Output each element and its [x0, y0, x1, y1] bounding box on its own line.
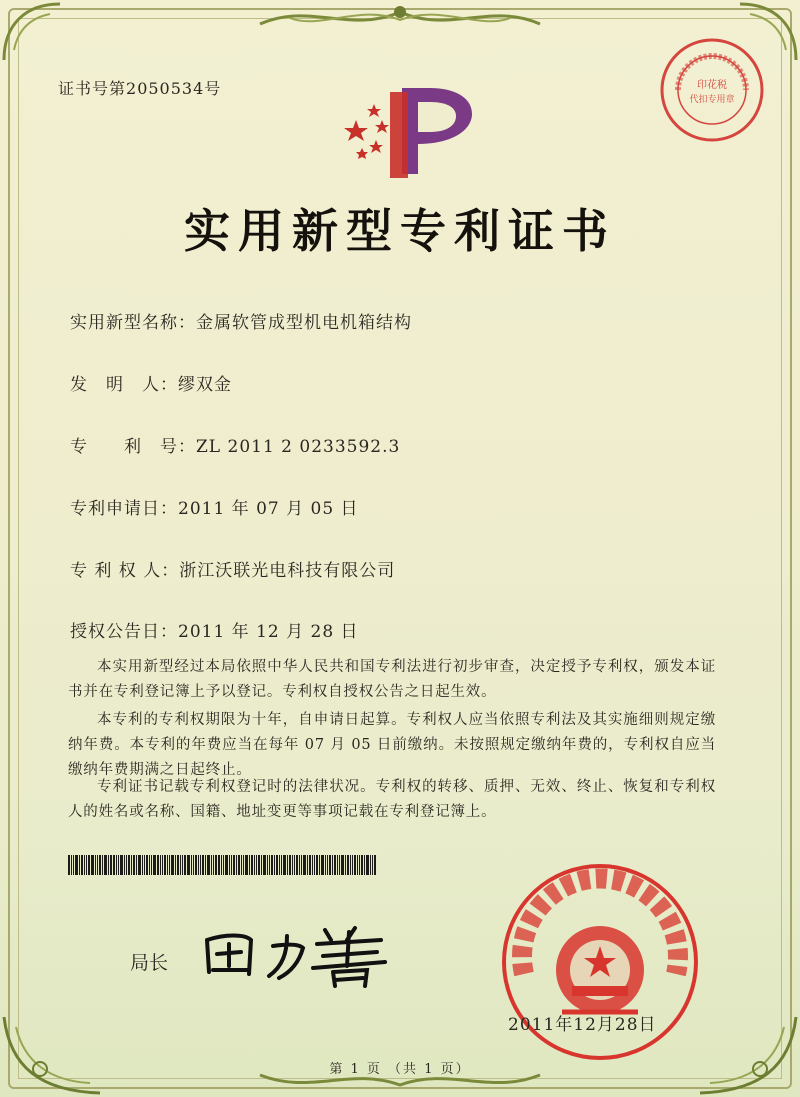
barcode-bar	[274, 855, 275, 875]
barcode-bar	[128, 855, 130, 875]
barcode-bar	[312, 855, 313, 875]
barcode-bar	[327, 855, 328, 875]
barcode-bar	[307, 855, 308, 875]
barcode-bar	[213, 855, 214, 875]
barcode-bar	[221, 855, 222, 875]
barcode-bar	[171, 855, 174, 875]
barcode-bar	[86, 855, 87, 875]
barcode-bar	[215, 855, 217, 875]
field-value: 浙江沃联光电科技有限公司	[179, 561, 396, 581]
barcode-bar	[350, 855, 351, 875]
field-value: 2011 年 07 月 05 日	[178, 499, 359, 519]
barcode-bar	[287, 855, 288, 875]
barcode-bar	[110, 855, 112, 875]
barcode-bar	[99, 855, 101, 875]
certificate-title: 实用新型专利证书	[184, 204, 616, 258]
barcode-bar	[329, 855, 331, 875]
body-paragraph: 本实用新型经过本局依照中华人民共和国专利法进行初步审查，决定授予专利权，颁发本证书并在专利登记簿上予以登记。专利权自授权公告之日起生效。	[68, 659, 716, 700]
barcode-bar	[283, 855, 286, 875]
body-paragraph: 本专利的专利权期限为十年，自申请日起算。专利权人应当依照专利法及其实施细则规定缴纳年费。本专利的年费应当在每年 07 月 05 日前缴纳。未按照规定缴纳年费的，专利权自应当缴纳年费期满之日起终止。	[68, 712, 716, 778]
barcode-bar	[160, 855, 161, 875]
barcode-bar	[88, 855, 90, 875]
barcode-bar	[261, 855, 262, 875]
barcode-bar	[153, 855, 156, 875]
barcode-bar	[73, 855, 74, 875]
body-paragraph: 专利证书记载专利权登记时的法律状况。专利权的转移、质押、无效、终止、恢复和专利权人的姓名或名称、国籍、地址变更等事项记载在专利登记簿上。	[68, 779, 716, 820]
barcode-bar	[303, 855, 306, 875]
barcode-bar	[296, 855, 298, 875]
barcode-bar	[339, 855, 340, 875]
barcode-bar	[68, 855, 70, 875]
barcode-bar	[104, 855, 107, 875]
issue-date: 2011年12月28日	[508, 1015, 657, 1035]
barcode-bar	[361, 855, 363, 875]
barcode-bar	[113, 855, 115, 875]
barcode-bar	[294, 855, 295, 875]
barcode-bar	[131, 855, 132, 875]
field-value: 2011 年 12 月 28 日	[178, 622, 359, 642]
barcode-bar	[271, 855, 273, 875]
barcode-bar	[191, 855, 192, 875]
barcode-bar	[177, 855, 179, 875]
field-value: 缪双金	[178, 375, 232, 395]
barcode-bar	[218, 855, 220, 875]
barcode-bar	[314, 855, 315, 875]
barcode-bar	[357, 855, 358, 875]
barcode-bar	[374, 855, 376, 875]
barcode-bar	[225, 855, 228, 875]
barcode-bar	[325, 855, 326, 875]
director-signature-icon	[195, 910, 395, 990]
barcode-bar	[372, 855, 373, 875]
barcode-bar	[116, 855, 117, 875]
barcode-bar	[334, 855, 336, 875]
barcode-bar	[102, 855, 103, 875]
barcode-bar	[359, 855, 360, 875]
barcode-bar	[149, 855, 150, 875]
field-application-date	[70, 494, 359, 519]
barcode-bar	[175, 855, 176, 875]
barcode-bar	[157, 855, 159, 875]
barcode-bar	[238, 855, 240, 875]
barcode-bar	[276, 855, 278, 875]
barcode-bar	[202, 855, 204, 875]
top-ornament-icon	[250, 0, 550, 36]
barcode-bar	[243, 855, 244, 875]
barcode-bar	[345, 855, 346, 875]
field-label: 专利申请日：	[70, 499, 178, 519]
barcode-bar	[258, 855, 260, 875]
barcode-bar	[169, 855, 170, 875]
barcode-bar	[79, 855, 80, 875]
barcode-bar	[319, 855, 320, 875]
barcode-bar	[229, 855, 230, 875]
field-label: 授权公告日：	[70, 622, 178, 642]
barcode-bar	[299, 855, 300, 875]
stamp-duty-seal-icon	[658, 36, 766, 144]
barcode-bar	[332, 855, 333, 875]
barcode-bar	[211, 855, 212, 875]
patent-office-logo-icon	[330, 84, 475, 179]
barcode-bar	[279, 855, 280, 875]
barcode-bar	[126, 855, 127, 875]
barcode-bar	[164, 855, 166, 875]
corner-ornament-icon	[0, 0, 70, 70]
barcode-bar	[245, 855, 248, 875]
barcode-bar	[81, 855, 83, 875]
barcode	[68, 855, 478, 875]
field-utility-model-name	[70, 308, 412, 333]
barcode-bar	[182, 855, 183, 875]
field-value: 金属软管成型机电机箱结构	[196, 313, 412, 333]
barcode-bar	[184, 855, 186, 875]
barcode-bar	[95, 855, 96, 875]
barcode-bar	[233, 855, 235, 875]
barcode-bar	[195, 855, 197, 875]
field-value: ZL 2011 2 0233592.3	[196, 437, 401, 457]
field-label: 实用新型名称：	[70, 313, 196, 333]
barcode-bar	[254, 855, 255, 875]
corner-ornament-icon	[0, 1007, 110, 1097]
barcode-bar	[352, 855, 353, 875]
barcode-bar	[193, 855, 194, 875]
barcode-bar	[162, 855, 163, 875]
barcode-bar	[341, 855, 344, 875]
barcode-bar	[167, 855, 168, 875]
barcode-bar	[269, 855, 270, 875]
field-label: 发 明 人：	[70, 375, 178, 395]
barcode-bar	[249, 855, 250, 875]
director-label: 局长	[130, 952, 169, 974]
barcode-bar	[108, 855, 109, 875]
barcode-bar	[120, 855, 123, 875]
barcode-bar	[292, 855, 293, 875]
barcode-bar	[289, 855, 291, 875]
barcode-bar	[354, 855, 356, 875]
barcode-bar	[309, 855, 311, 875]
barcode-bar	[71, 855, 72, 875]
barcode-bar	[91, 855, 94, 875]
barcode-bar	[364, 855, 365, 875]
corner-ornament-icon	[690, 1007, 800, 1097]
barcode-bar	[75, 855, 78, 875]
barcode-bar	[187, 855, 190, 875]
page-number: 第 1 页 （共 1 页）	[329, 1062, 471, 1077]
field-grant-announcement-date	[70, 617, 359, 642]
barcode-bar	[263, 855, 266, 875]
barcode-bar	[301, 855, 302, 875]
barcode-bar	[241, 855, 242, 875]
field-patentee	[70, 556, 395, 581]
svg-text:印花税: 印花税	[697, 80, 727, 91]
barcode-bar	[223, 855, 224, 875]
barcode-bar	[136, 855, 137, 875]
barcode-bar	[180, 855, 181, 875]
barcode-bar	[231, 855, 232, 875]
barcode-bar	[205, 855, 206, 875]
barcode-bar	[251, 855, 253, 875]
barcode-bar	[316, 855, 318, 875]
barcode-bar	[337, 855, 338, 875]
field-label: 专 利 权 人：	[70, 561, 180, 581]
barcode-bar	[142, 855, 143, 875]
barcode-bar	[144, 855, 145, 875]
barcode-bar	[347, 855, 349, 875]
barcode-bar	[366, 855, 369, 875]
barcode-bar	[118, 855, 119, 875]
field-patent-number	[70, 432, 400, 457]
barcode-bar	[207, 855, 210, 875]
field-label: 专 利 号：	[70, 437, 196, 457]
field-inventor	[70, 370, 232, 395]
barcode-bar	[84, 855, 85, 875]
barcode-bar	[281, 855, 282, 875]
barcode-bar	[146, 855, 148, 875]
svg-text:代扣专用章: 代扣专用章	[689, 95, 735, 105]
barcode-bar	[133, 855, 135, 875]
barcode-bar	[236, 855, 237, 875]
barcode-bar	[321, 855, 324, 875]
barcode-bar	[151, 855, 152, 875]
barcode-bar	[198, 855, 199, 875]
barcode-bar	[200, 855, 201, 875]
barcode-bar	[256, 855, 257, 875]
barcode-bar	[97, 855, 98, 875]
barcode-bar	[138, 855, 141, 875]
certificate-number: 证书号第2050534号	[58, 79, 222, 98]
barcode-bar	[124, 855, 125, 875]
barcode-bar	[370, 855, 371, 875]
barcode-bar	[267, 855, 268, 875]
